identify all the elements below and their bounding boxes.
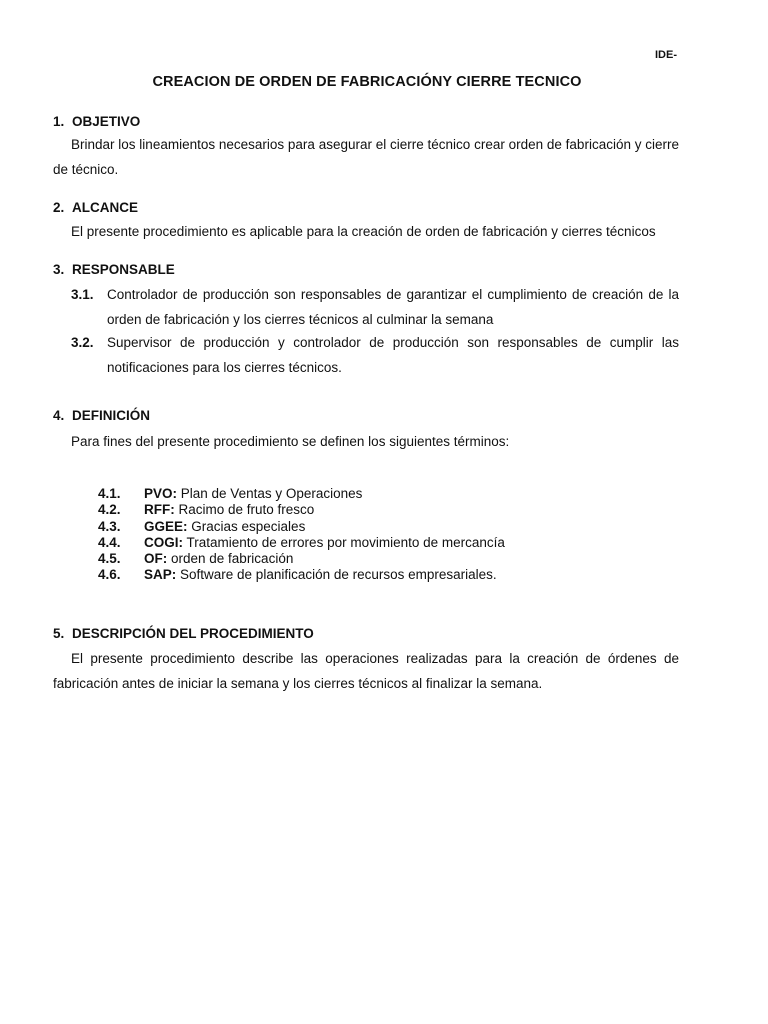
definition-term: RFF: (144, 502, 175, 518)
item-number: 3.2. (71, 335, 94, 350)
definition-row (98, 551, 505, 567)
document-code: IDE- (655, 49, 677, 61)
definition-text: Racimo de fruto fresco (174, 502, 315, 518)
definition-row (98, 486, 505, 502)
objetivo-text: Brindar los lineamientos necesarios para asegurar el cierre técnico crear orden de fabricación y cierre de técnico. (53, 137, 679, 177)
definition-term: GGEE: (144, 518, 188, 534)
definition-number: 4.5. (98, 551, 121, 567)
section-title: DEFINICIÓN (72, 408, 151, 423)
section-number: 1. (53, 114, 65, 129)
definition-number: 4.1. (98, 486, 121, 501)
definition-number: 4.2. (98, 502, 121, 518)
responsable-item (71, 282, 679, 332)
section-heading-definicion (53, 408, 150, 423)
definition-text: Plan de Ventas y Operaciones (177, 486, 363, 501)
definition-number: 4.4. (98, 534, 121, 550)
definition-term: COGI: (144, 534, 183, 550)
section-heading-alcance (53, 200, 138, 215)
definition-row (98, 567, 505, 583)
section-number: 4. (53, 408, 65, 423)
alcance-text: El presente procedimiento es aplicable para la creación de orden de fabricación y cierres técnicos (71, 224, 656, 239)
definition-number: 4.3. (98, 518, 121, 534)
item-text: Controlador de producción son responsables de garantizar el cumplimiento de creación de la orden de fabricación y los cierres técnicos al culminar la semana (107, 287, 679, 327)
section-number: 5. (53, 626, 65, 641)
section-title: RESPONSABLE (72, 262, 175, 277)
definition-row (98, 519, 505, 535)
definition-number: 4.6. (98, 567, 121, 583)
responsable-item (71, 330, 679, 380)
document-title: CREACION DE ORDEN DE FABRICACIÓNY CIERRE TECNICO (152, 74, 582, 90)
section-heading-descripcion (53, 626, 314, 641)
item-text: Supervisor de producción y controlador de producción son responsables de cumplir las notificaciones para los cierres técnicos. (107, 335, 679, 375)
definition-list (98, 486, 505, 584)
section-title: ALCANCE (72, 200, 138, 215)
definition-text: Gracias especiales (187, 518, 306, 534)
definition-term: OF: (144, 551, 168, 567)
item-number: 3.1. (71, 287, 94, 302)
definition-text: Tratamiento de errores por movimiento de mercancía (183, 534, 505, 550)
definicion-intro: Para fines del presente procedimiento se definen los siguientes términos: (71, 434, 510, 449)
descripcion-text: El presente procedimiento describe las operaciones realizadas para la creación de órdenes de fabricación antes de iniciar la semana y los cierres técnicos al finalizar la semana. (53, 651, 679, 691)
definition-text: orden de fabricación (167, 551, 294, 567)
definition-term: SAP: (144, 567, 177, 583)
section-heading-responsable (53, 262, 175, 277)
definition-text: Software de planificación de recursos empresariales. (176, 567, 497, 583)
section-title: OBJETIVO (72, 114, 141, 129)
section-number: 2. (53, 200, 65, 215)
definition-row (98, 502, 505, 518)
section-number: 3. (53, 262, 65, 277)
section-title: DESCRIPCIÓN DEL PROCEDIMIENTO (72, 626, 314, 641)
definition-row (98, 535, 505, 551)
section-heading-objetivo (53, 114, 140, 129)
definition-term: PVO: (144, 486, 178, 501)
